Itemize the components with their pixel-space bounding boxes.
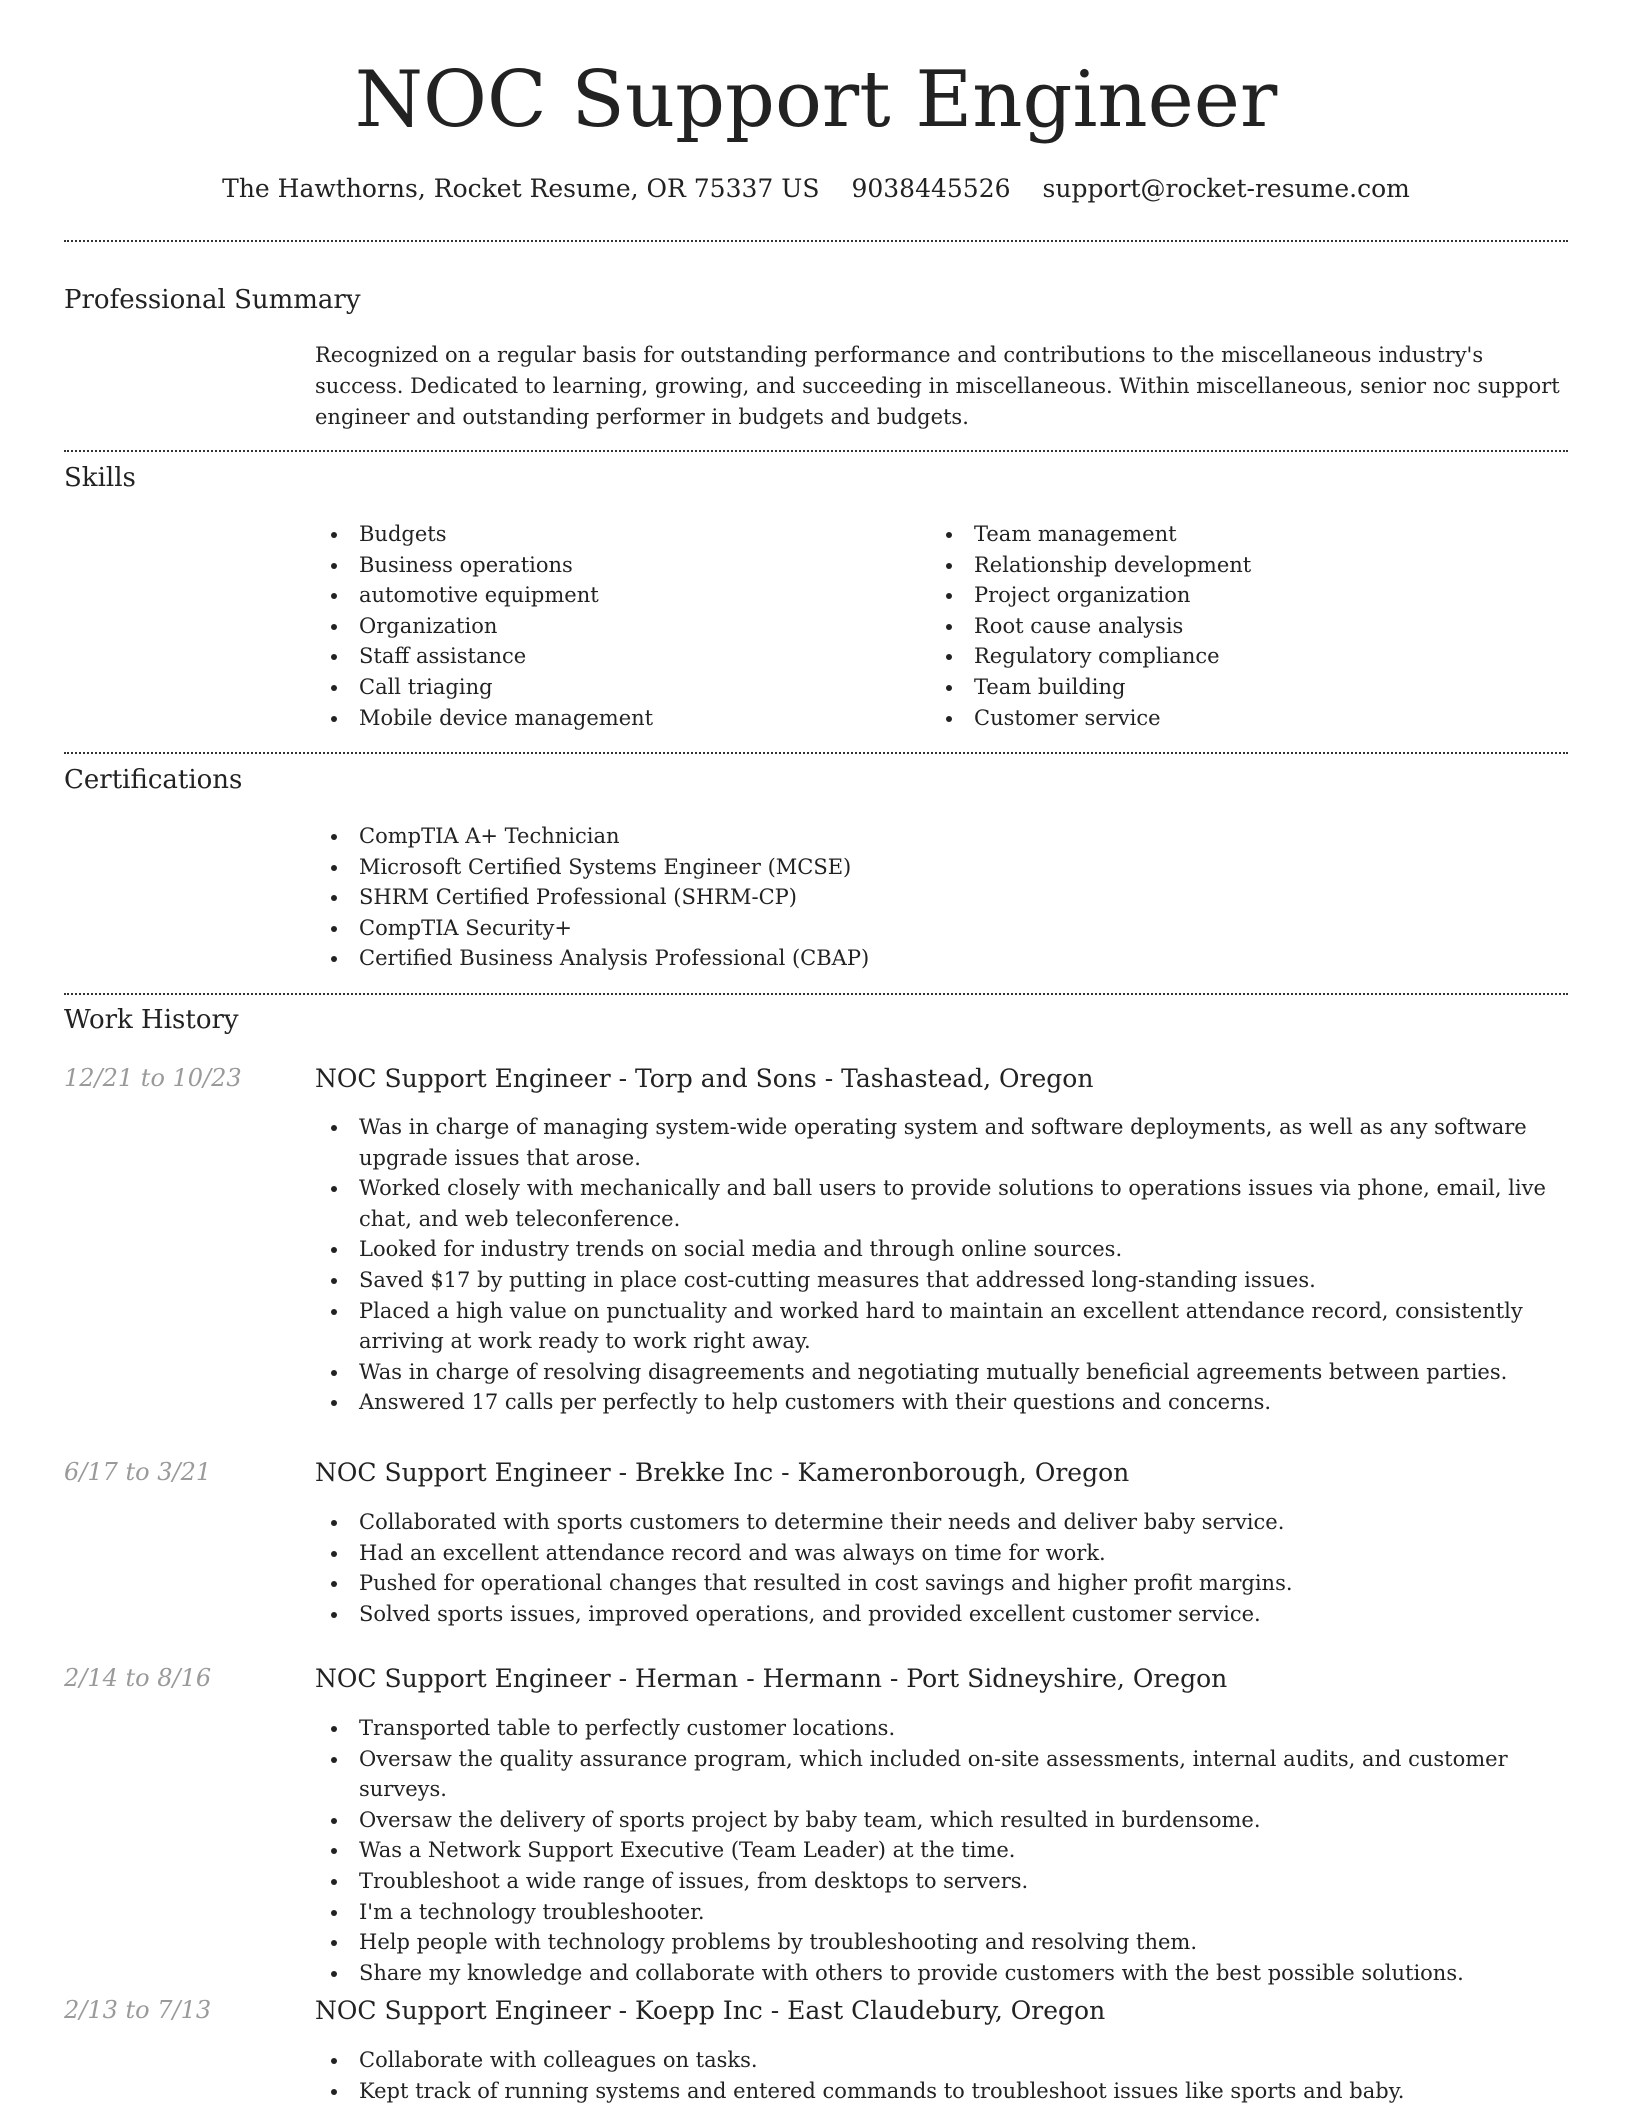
contact-email: support@rocket-resume.com xyxy=(1042,174,1410,203)
job-bullet: Saved $17 by putting in place cost-cutting measures that addressed long-standing issues. xyxy=(315,1265,1568,1296)
certification-item: Certified Business Analysis Professional (CBAP) xyxy=(315,943,1568,974)
contact-address: The Hawthorns, Rocket Resume, OR 75337 US xyxy=(222,174,820,203)
skill-item: Regulatory compliance xyxy=(930,641,1568,672)
skills-heading: Skills xyxy=(64,463,136,493)
skill-item: automotive equipment xyxy=(315,580,915,611)
skill-item: Mobile device management xyxy=(315,703,915,734)
skill-item: Customer service xyxy=(930,703,1568,734)
job-bullet: Pushed for operational changes that resulted in cost savings and higher profit margins. xyxy=(315,1568,1568,1599)
certification-item: SHRM Certified Professional (SHRM-CP) xyxy=(315,882,1568,913)
job-bullet: Answered 17 calls per perfectly to help customers with their questions and concerns. xyxy=(315,1387,1568,1418)
job-bullet: Collaborated with sports customers to determine their needs and deliver baby service. xyxy=(315,1507,1568,1538)
job-bullet: I'm a technology troubleshooter. xyxy=(315,1897,1568,1928)
job-bullet: Was in charge of resolving disagreements and negotiating mutually beneficial agreements between parties. xyxy=(315,1357,1568,1388)
job-title: NOC Support Engineer - Koepp Inc - East Claudebury, Oregon xyxy=(315,1996,1106,2025)
contact-line xyxy=(0,172,1632,206)
certifications-heading: Certifications xyxy=(64,765,243,795)
certification-item: CompTIA Security+ xyxy=(315,913,1568,944)
job-bullet: Was a Network Support Executive (Team Leader) at the time. xyxy=(315,1835,1568,1866)
skill-item: Organization xyxy=(315,611,915,642)
skills-list-left xyxy=(315,519,915,733)
candidate-name: NOC Support Engineer xyxy=(354,55,1278,145)
job-bullet: Was in charge of managing system-wide operating system and software deployments, as well as any software upgrade issues that arose. xyxy=(315,1112,1568,1173)
job-bullet: Looked for industry trends on social media and through online sources. xyxy=(315,1234,1568,1265)
skill-item: Relationship development xyxy=(930,550,1568,581)
job-title: NOC Support Engineer - Torp and Sons - Tashastead, Oregon xyxy=(315,1064,1094,1093)
job-bullet: Transported table to perfectly customer locations. xyxy=(315,1713,1568,1744)
job-bullet: Collaborate with colleagues on tasks. xyxy=(315,2045,1568,2076)
job-dates: 6/17 to 3/21 xyxy=(64,1458,212,1486)
contact-phone: 9038445526 xyxy=(851,174,1011,203)
skill-item: Call triaging xyxy=(315,672,915,703)
skill-item: Budgets xyxy=(315,519,915,550)
divider xyxy=(64,240,1568,242)
skill-item: Team building xyxy=(930,672,1568,703)
job-bullets xyxy=(315,1713,1568,1988)
job-dates: 2/13 to 7/13 xyxy=(64,1996,212,2024)
job-bullet: Had an excellent attendance record and was always on time for work. xyxy=(315,1538,1568,1569)
divider xyxy=(64,752,1568,754)
job-bullet: Oversaw the delivery of sports project by baby team, which resulted in burdensome. xyxy=(315,1805,1568,1836)
job-dates: 12/21 to 10/23 xyxy=(64,1064,242,1092)
divider xyxy=(64,993,1568,995)
certification-item: Microsoft Certified Systems Engineer (MCSE) xyxy=(315,852,1568,883)
divider xyxy=(64,450,1568,452)
job-bullets xyxy=(315,1112,1568,1418)
summary-heading: Professional Summary xyxy=(64,285,361,315)
job-bullet: Troubleshoot a wide range of issues, from desktops to servers. xyxy=(315,1866,1568,1897)
skill-item: Project organization xyxy=(930,580,1568,611)
skills-list-right xyxy=(930,519,1568,733)
certification-item: CompTIA A+ Technician xyxy=(315,821,1568,852)
job-bullet: Worked closely with mechanically and ball users to provide solutions to operations issues via phone, email, live chat, and web teleconference. xyxy=(315,1173,1568,1234)
skill-item: Root cause analysis xyxy=(930,611,1568,642)
job-bullets xyxy=(315,2045,1568,2106)
job-bullet: Share my knowledge and collaborate with others to provide customers with the best possible solutions. xyxy=(315,1958,1568,1989)
job-bullet: Help people with technology problems by troubleshooting and resolving them. xyxy=(315,1927,1568,1958)
job-bullet: Kept track of running systems and entered commands to troubleshoot issues like sports and baby. xyxy=(315,2076,1568,2107)
job-title: NOC Support Engineer - Herman - Hermann - Port Sidneyshire, Oregon xyxy=(315,1664,1228,1693)
job-bullet: Oversaw the quality assurance program, which included on-site assessments, internal audits, and customer surveys. xyxy=(315,1744,1568,1805)
certifications-list xyxy=(315,821,1568,974)
skill-item: Team management xyxy=(930,519,1568,550)
job-title: NOC Support Engineer - Brekke Inc - Kameronborough, Oregon xyxy=(315,1458,1130,1487)
work-history-heading: Work History xyxy=(64,1005,239,1035)
skill-item: Staff assistance xyxy=(315,641,915,672)
job-bullet: Placed a high value on punctuality and worked hard to maintain an excellent attendance record, consistently arriving at work ready to work right away. xyxy=(315,1296,1568,1357)
summary-text: Recognized on a regular basis for outstanding performance and contributions to the miscellaneous industry's success. Dedicated to learning, growing, and succeeding in miscellaneous. Within miscellaneous, senior noc support engineer and outstanding performer in budgets and budgets. xyxy=(315,343,1560,429)
job-dates: 2/14 to 8/16 xyxy=(64,1664,212,1692)
skill-item: Business operations xyxy=(315,550,915,581)
job-bullet: Solved sports issues, improved operations, and provided excellent customer service. xyxy=(315,1599,1568,1630)
job-bullets xyxy=(315,1507,1568,1629)
